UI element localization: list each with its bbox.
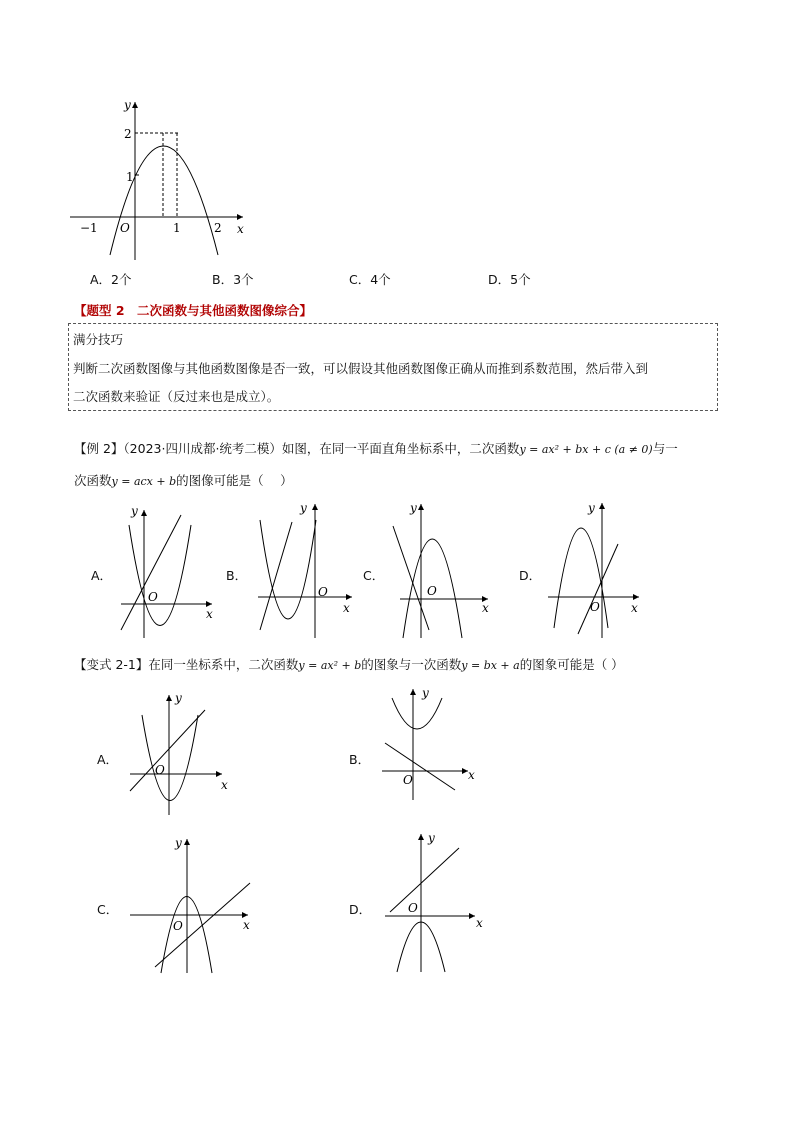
tip-box xyxy=(68,323,718,411)
svg-text:y: y xyxy=(300,501,307,515)
svg-text:x: x xyxy=(482,601,489,615)
type2-heading: 【题型 2 二次函数与其他函数图像综合】 xyxy=(74,303,313,318)
var-option-a-label[interactable]: A． xyxy=(97,752,119,767)
svg-text:y: y xyxy=(175,836,182,850)
option-b[interactable]: B．3个 xyxy=(212,272,254,287)
example2-eq1: y = ax² + bx + c (a ≠ 0) xyxy=(519,443,653,456)
ytick-2-label: 2 xyxy=(124,127,132,141)
variant21-line xyxy=(74,656,624,675)
tip-title: 满分技巧 xyxy=(73,332,124,347)
ex2-option-d-label[interactable]: D． xyxy=(519,568,542,583)
svg-text:x: x xyxy=(631,601,638,615)
y-label: y xyxy=(124,98,131,112)
var-graph-c[interactable] xyxy=(125,835,255,975)
tick-neg1-label: −1 xyxy=(80,221,98,235)
option-d[interactable]: D．5个 xyxy=(488,272,531,287)
ex2-graph-c[interactable] xyxy=(385,500,495,640)
origin-label: O xyxy=(120,221,130,235)
variant21-middle: 的图象与一次函数 xyxy=(361,657,462,672)
var-option-d-label[interactable]: D． xyxy=(349,902,372,917)
option-a[interactable]: A．2个 xyxy=(90,272,132,287)
tick-1-label: 1 xyxy=(173,221,181,235)
svg-text:O: O xyxy=(590,600,600,614)
tick-2-label: 2 xyxy=(214,221,222,235)
ex2-option-c-label[interactable]: C． xyxy=(363,568,385,583)
svg-text:y: y xyxy=(175,691,182,705)
example2-line2 xyxy=(74,472,293,491)
tip-line2: 二次函数来验证（反过来也是成立）。 xyxy=(73,389,280,404)
example2-eq2: y = acx + b xyxy=(111,475,177,488)
variant21-prefix: 【变式 2-1】在同一坐标系中，二次函数 xyxy=(74,657,299,672)
tip-line1: 判断二次函数图像与其他函数图像是否一致，可以假设其他函数图像正确从而推到系数范围，然后带入到 xyxy=(73,361,649,376)
top-parabola-graph xyxy=(60,95,260,265)
svg-text:O: O xyxy=(403,773,413,787)
svg-text:y: y xyxy=(422,686,429,700)
svg-text:x: x xyxy=(243,918,250,932)
var-option-b-label[interactable]: B． xyxy=(349,752,371,767)
svg-text:y: y xyxy=(588,501,595,515)
svg-text:O: O xyxy=(427,584,437,598)
svg-text:x: x xyxy=(206,607,213,621)
svg-text:O: O xyxy=(148,590,158,604)
example2-suffix1: 与一 xyxy=(652,441,678,456)
var-graph-d[interactable] xyxy=(380,830,490,975)
option-c[interactable]: C．4个 xyxy=(349,272,391,287)
example2-line2-suffix: 的图像可能是（ ） xyxy=(176,473,293,488)
svg-text:O: O xyxy=(408,901,418,915)
svg-text:x: x xyxy=(221,778,228,792)
var-option-c-label[interactable]: C． xyxy=(97,902,119,917)
variant21-suffix: 的图象可能是（ ） xyxy=(519,657,624,672)
var-graph-b[interactable] xyxy=(375,685,485,805)
svg-text:y: y xyxy=(428,831,435,845)
ex2-option-a-label[interactable]: A． xyxy=(91,568,113,583)
x-label: x xyxy=(237,222,244,236)
svg-text:x: x xyxy=(468,768,475,782)
ex2-option-b-label[interactable]: B． xyxy=(226,568,248,583)
svg-text:x: x xyxy=(476,916,483,930)
variant21-eq1: y = ax² + b xyxy=(298,659,362,672)
ex2-graph-b[interactable] xyxy=(250,500,360,640)
svg-text:O: O xyxy=(155,763,165,777)
ytick-1-label: 1 xyxy=(126,170,134,184)
svg-text:x: x xyxy=(343,601,350,615)
ex2-graph-a[interactable] xyxy=(115,500,220,640)
parabola-curve xyxy=(110,146,218,255)
example2-line1 xyxy=(74,440,678,459)
svg-text:O: O xyxy=(173,919,183,933)
example2-prefix: 【例 2】（2023·四川成都·统考二模）如图，在同一平面直角坐标系中，二次函数 xyxy=(74,441,520,456)
variant21-eq2: y = bx + a xyxy=(461,659,520,672)
svg-text:y: y xyxy=(410,501,417,515)
example2-line2-prefix: 次函数 xyxy=(74,473,112,488)
svg-text:y: y xyxy=(131,504,138,518)
var-graph-a[interactable] xyxy=(125,690,235,820)
svg-text:O: O xyxy=(318,585,328,599)
ex2-graph-d[interactable] xyxy=(540,500,650,640)
